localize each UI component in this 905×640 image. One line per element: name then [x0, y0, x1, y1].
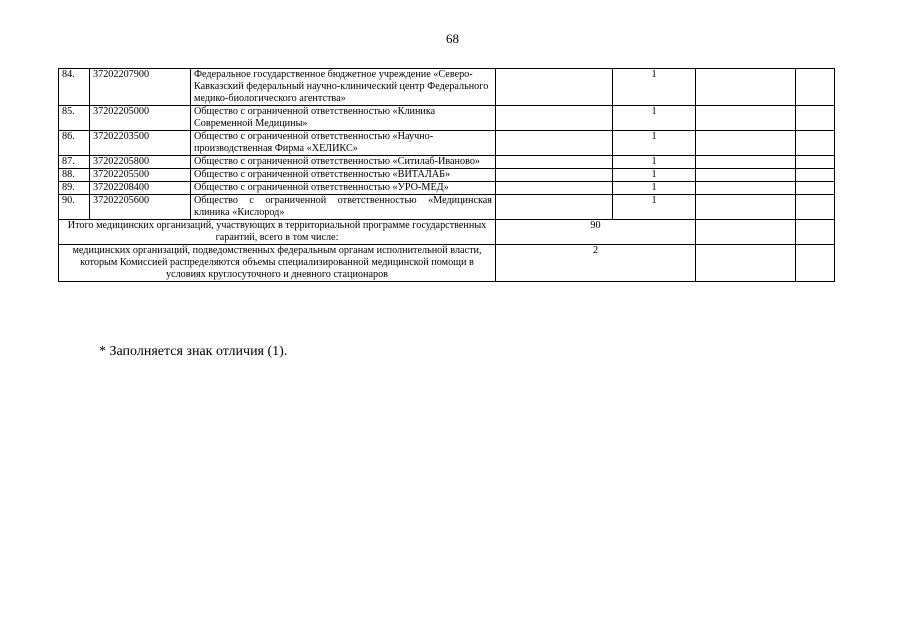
table-row: [59, 106, 835, 131]
cell-c: [696, 220, 796, 245]
cell-d: [796, 245, 835, 282]
table-row: [59, 131, 835, 156]
cell-d: [796, 169, 835, 182]
row-number: 84.: [59, 69, 90, 106]
footnote: * Заполняется знак отличия (1).: [99, 344, 288, 359]
total-value: 90: [496, 220, 696, 245]
cell-c: [696, 195, 796, 220]
table-row: [59, 156, 835, 169]
subtotal-label: медицинских организаций, подведомственных федеральным органам исполнительной власти, которым Комиссией распределяются объемы специализированной медицинской помощи в условиях круглосуточного и дневного стационаров: [59, 245, 496, 282]
org-code: 37202207900: [90, 69, 191, 106]
org-name: Общество с ограниченной ответственностью «УРО-МЕД»: [191, 182, 496, 195]
row-number: 86.: [59, 131, 90, 156]
table-row: [59, 195, 835, 220]
total-row: [59, 220, 835, 245]
org-name: Общество с ограниченной ответственностью «ВИТАЛАБ»: [191, 169, 496, 182]
row-number: 90.: [59, 195, 90, 220]
cell-d: [796, 195, 835, 220]
cell-d: [796, 131, 835, 156]
org-code: 37202205600: [90, 195, 191, 220]
org-name: Федеральное государственное бюджетное учреждение «Северо-Кавказский федеральный научно-клинический центр Федерального медико-биологического агентства»: [191, 69, 496, 106]
cell-a: [496, 69, 613, 106]
cell-a: [496, 131, 613, 156]
cell-c: [696, 131, 796, 156]
row-number: 89.: [59, 182, 90, 195]
org-name: Общество с ограниченной ответственностью «Ситилаб-Иваново»: [191, 156, 496, 169]
cell-a: [496, 182, 613, 195]
cell-c: [696, 169, 796, 182]
cell-c: [696, 245, 796, 282]
table-row: [59, 169, 835, 182]
cell-c: [696, 69, 796, 106]
cell-b: 1: [613, 156, 696, 169]
cell-a: [496, 156, 613, 169]
row-number: 87.: [59, 156, 90, 169]
org-code: 37202205800: [90, 156, 191, 169]
org-name: Общество с ограниченной ответственностью «Клиника Современной Медицины»: [191, 106, 496, 131]
cell-c: [696, 156, 796, 169]
org-code: 37202203500: [90, 131, 191, 156]
cell-c: [696, 106, 796, 131]
row-number: 85.: [59, 106, 90, 131]
cell-d: [796, 69, 835, 106]
cell-d: [796, 106, 835, 131]
table-row: [59, 182, 835, 195]
total-label: Итого медицинских организаций, участвующих в территориальной программе государственных гарантий, всего в том числе:: [59, 220, 496, 245]
subtotal-row: [59, 245, 835, 282]
org-name: Общество с ограниченной ответственностью «Медицинская клиника «Кислород»: [191, 195, 496, 220]
cell-d: [796, 182, 835, 195]
organizations-table: [58, 68, 835, 282]
page-number: 68: [446, 31, 459, 46]
org-code: 37202208400: [90, 182, 191, 195]
cell-d: [796, 156, 835, 169]
cell-a: [496, 195, 613, 220]
cell-b: 1: [613, 69, 696, 106]
cell-b: 1: [613, 182, 696, 195]
cell-b: 1: [613, 169, 696, 182]
org-code: 37202205500: [90, 169, 191, 182]
org-name: Общество с ограниченной ответственностью «Научно-производственная Фирма «ХЕЛИКС»: [191, 131, 496, 156]
cell-b: 1: [613, 106, 696, 131]
subtotal-value: 2: [496, 245, 696, 282]
row-number: 88.: [59, 169, 90, 182]
org-code: 37202205000: [90, 106, 191, 131]
cell-b: 1: [613, 195, 696, 220]
cell-a: [496, 106, 613, 131]
table-row: [59, 69, 835, 106]
cell-b: 1: [613, 131, 696, 156]
cell-d: [796, 220, 835, 245]
cell-c: [696, 182, 796, 195]
cell-a: [496, 169, 613, 182]
